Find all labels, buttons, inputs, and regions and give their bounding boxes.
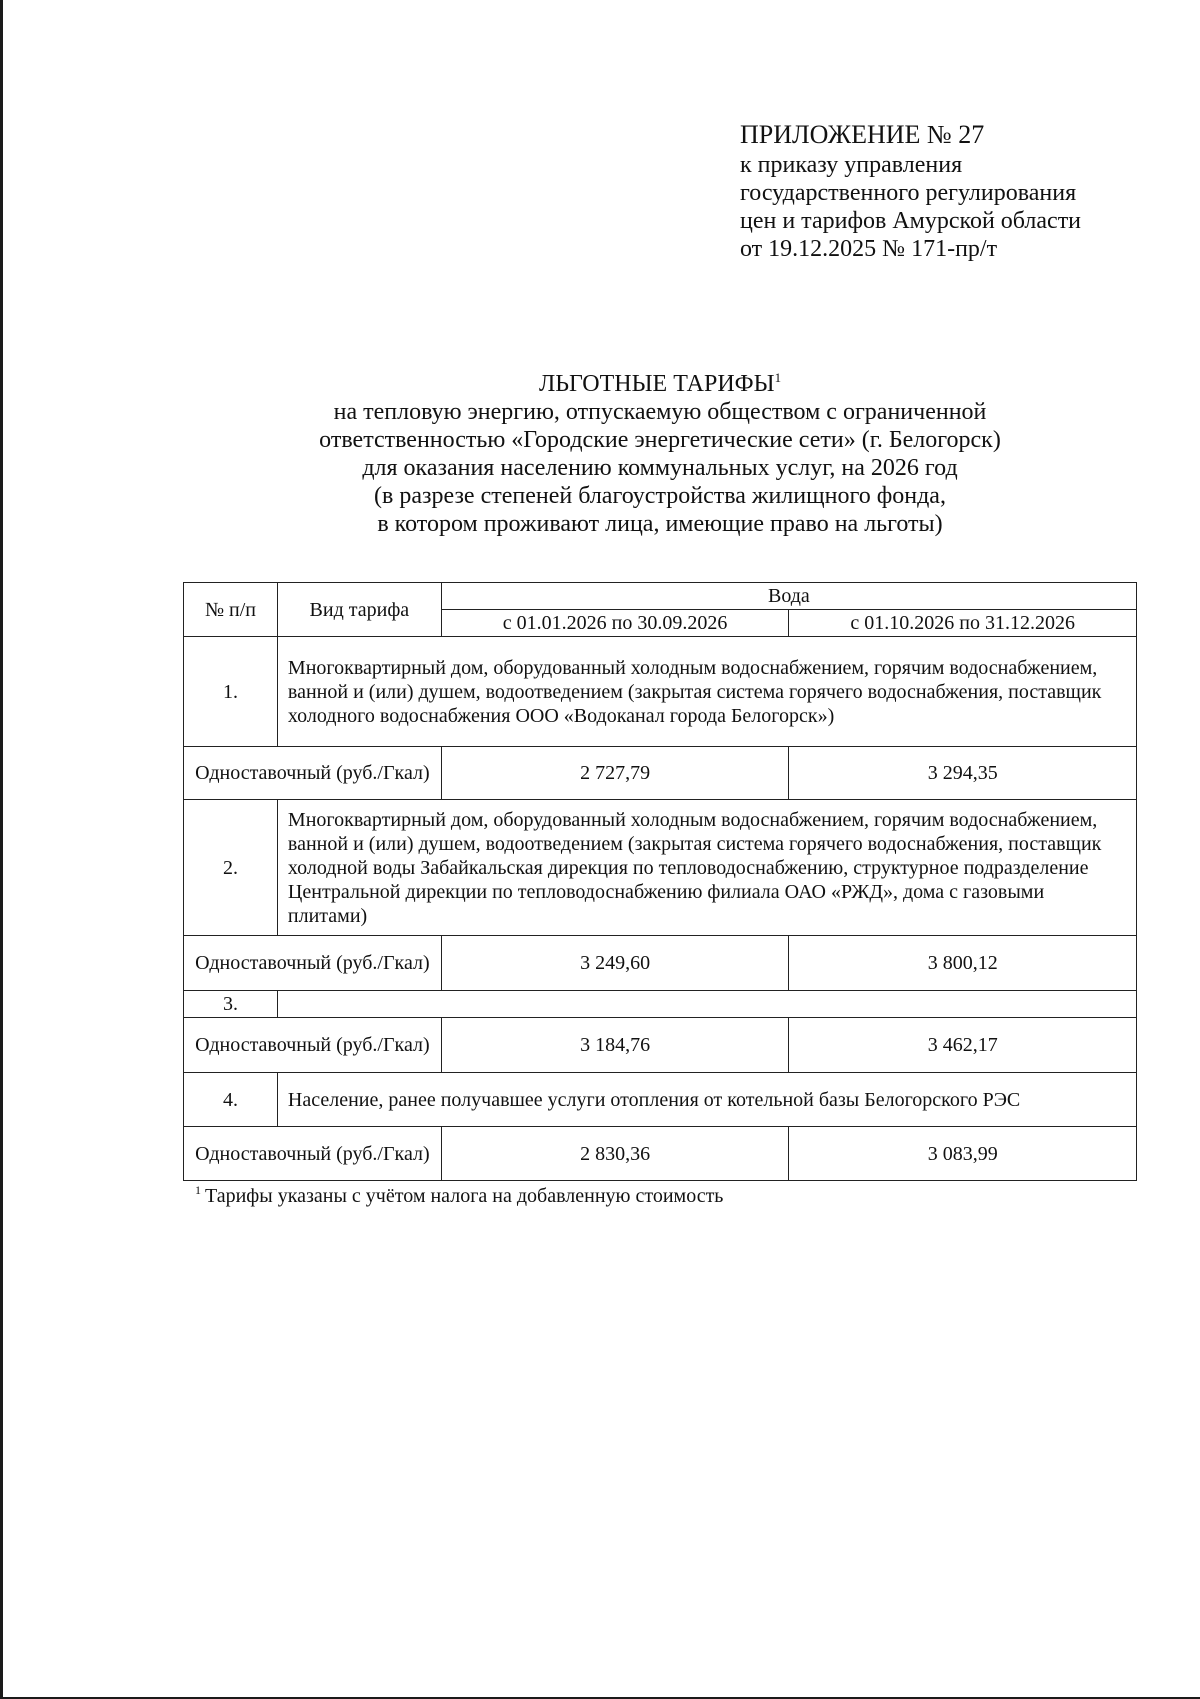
tariff-kind: Одноставочный (руб./Гкал)	[184, 747, 442, 800]
tariff-kind: Одноставочный (руб./Гкал)	[184, 936, 442, 991]
tariff-kind: Одноставочный (руб./Гкал)	[184, 1127, 442, 1181]
section-number: 1.	[184, 637, 278, 747]
section-description: Население, ранее получавшее услуги отопления от котельной базы Белогорского РЭС	[277, 1073, 1136, 1127]
subtitle-line: (в разрезе степеней благоустройства жилищного фонда,	[374, 483, 946, 509]
tariff-value-period-2: 3 083,99	[789, 1127, 1137, 1181]
document-title	[180, 370, 1140, 398]
scan-edge-left	[0, 0, 3, 1699]
tariff-value-period-2: 3 294,35	[789, 747, 1137, 800]
title-footnote-mark: 1	[774, 370, 782, 385]
header-period-1: с 01.01.2026 по 30.09.2026	[441, 610, 789, 637]
subtitle-line: в котором проживают лица, имеющие право на льготы)	[377, 511, 943, 537]
tariff-value-period-1: 3 249,60	[441, 936, 789, 991]
tariff-value-period-1: 3 184,76	[441, 1018, 789, 1073]
table-row-section	[184, 991, 1137, 1018]
appendix-block	[740, 120, 1160, 263]
section-description: Многоквартирный дом, оборудованный холодным водоснабжением, горячим водоснабжением, ванной и (или) душем, водоотведением (закрытая система горячего водоснабжения, поставщик холодного водоснабжения ООО «Водоканал города Белогорск»)	[277, 637, 1136, 747]
appendix-line: цен и тарифов Амурской области	[740, 208, 1082, 234]
tariff-kind: Одноставочный (руб./Гкал)	[184, 1018, 442, 1073]
subtitle-line: ответственностью «Городские энергетические сети» (г. Белогорск)	[319, 427, 1001, 453]
subtitle-line: для оказания населению коммунальных услуг, на 2026 год	[362, 455, 958, 481]
tariff-value-period-2: 3 462,17	[789, 1018, 1137, 1073]
appendix-heading: ПРИЛОЖЕНИЕ № 27	[740, 120, 985, 149]
appendix-line: к приказу управления	[740, 152, 963, 178]
appendix-line: государственного регулирования	[740, 180, 1077, 206]
header-num: № п/п	[184, 583, 278, 637]
footnote	[195, 1184, 723, 1208]
table-row-tariff	[184, 1127, 1137, 1181]
section-number: 2.	[184, 800, 278, 936]
tariff-table	[183, 582, 1137, 1181]
table-row-tariff	[184, 1018, 1137, 1073]
tariff-value-period-1: 2 830,36	[441, 1127, 789, 1181]
tariff-value-period-2: 3 800,12	[789, 936, 1137, 991]
section-description	[277, 991, 1136, 1018]
document-title-text: ЛЬГОТНЫЕ ТАРИФЫ	[538, 371, 775, 397]
table-row-tariff	[184, 747, 1137, 800]
table-row-tariff	[184, 936, 1137, 991]
header-group-water: Вода	[441, 583, 1136, 610]
section-number: 3.	[184, 991, 278, 1018]
appendix-line: от 19.12.2025 № 171-пр/т	[740, 236, 998, 262]
title-block	[180, 370, 1140, 538]
header-kind: Вид тарифа	[277, 583, 441, 637]
footnote-text: Тарифы указаны с учётом налога на добавленную стоимость	[205, 1185, 724, 1207]
header-period-2: с 01.10.2026 по 31.12.2026	[789, 610, 1137, 637]
table-row-section	[184, 1073, 1137, 1127]
subtitle-line: на тепловую энергию, отпускаемую обществом с ограниченной	[333, 399, 987, 425]
table-row-section	[184, 800, 1137, 936]
tariff-value-period-1: 2 727,79	[441, 747, 789, 800]
section-description: Многоквартирный дом, оборудованный холодным водоснабжением, горячим водоснабжением, ванной и (или) душем, водоотведением (закрытая система горячего водоснабжения, поставщик холодной воды Забайкальская дирекция по тепловодоснабжению, структурное подразделение Центральной дирекции по тепловодоснабжению филиала ОАО «РЖД», дома с газовыми плитами)	[277, 800, 1136, 936]
footnote-mark: 1	[195, 1183, 201, 1197]
table-row-section	[184, 637, 1137, 747]
table-header-row	[184, 583, 1137, 610]
section-number: 4.	[184, 1073, 278, 1127]
